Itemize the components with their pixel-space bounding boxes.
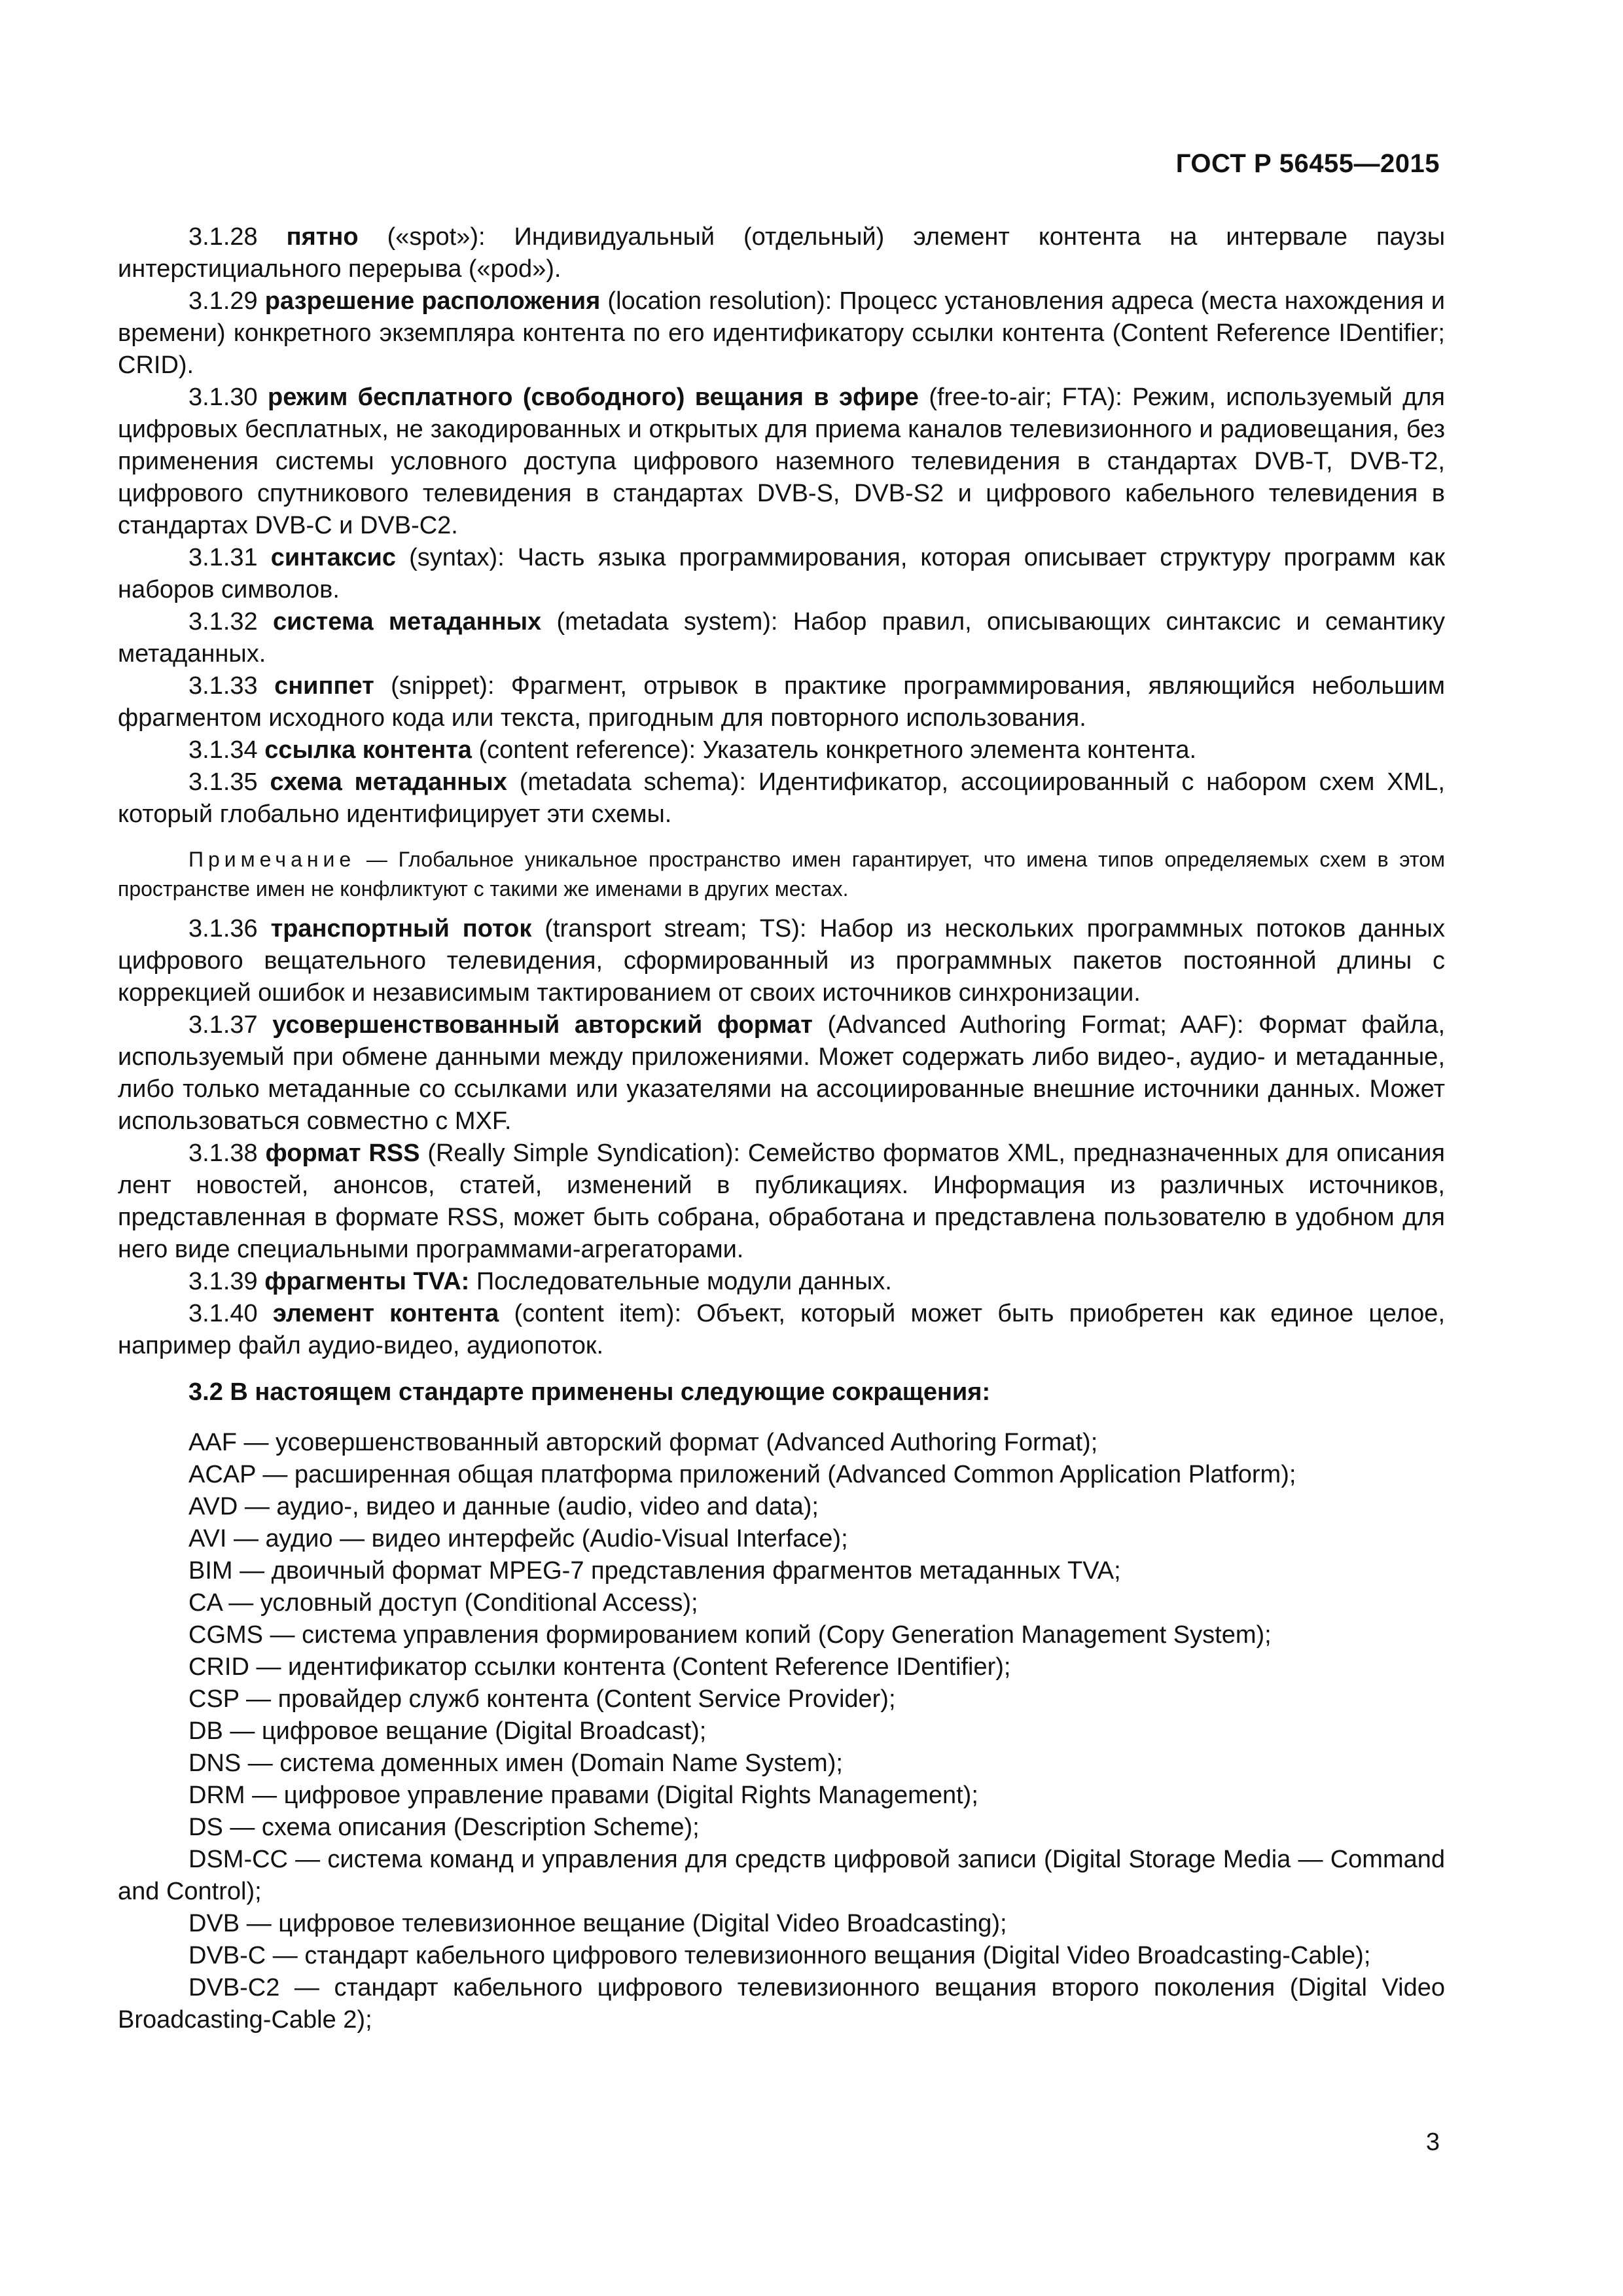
definition-3-1-30 [118,382,1445,542]
definition-number: 3.1.40 [188,1300,258,1327]
standard-code-header: ГОСТ Р 56455—2015 [1175,149,1440,178]
definition-3-1-38 [118,1138,1445,1266]
definition-number: 3.1.38 [188,1139,258,1167]
definition-term: режим бесплатного (свободного) вещания в эфире [268,384,919,411]
definition-3-1-36 [118,913,1445,1009]
definition-term: пятно [286,223,359,251]
definition-number: 3.1.39 [188,1268,258,1295]
abbreviation-item: DVB-C2 — стандарт кабельного цифрового телевизионного вещания второго поколения (Digital Video Broadcasting-Cable 2); [118,1974,1445,2034]
definition-text: (free-to-air; FTA): Режим, используемый для цифровых бесплатных, не закодированных и открытых для приема каналов телевизионного и радиовещания, без применения системы условного доступа цифрового наземного телевидения в стандартах DVB-T, DVB-T2, цифрового спутникового телевидения в стандартах DVB-S, DVB-S2 и цифрового кабельного телевидения в стандартах DVB-C и DVB-C2. [118,384,1446,539]
abbreviation-item: AVD — аудио-, видео и данные (audio, video and data); [188,1493,819,1520]
note-label: Примечание [188,848,356,871]
definition-text: (location resolution): Процесс установления адреса (места нахождения и времени) конкретного экземпляра контента по его идентификатору ссылки контента (Content Reference IDentifier; CRID). [118,287,1445,379]
abbreviation-item: CSP — провайдер служб контента (Content Service Provider); [188,1685,896,1713]
definition-3-1-39 [118,1266,1445,1298]
definition-number: 3.1.35 [188,768,258,796]
definition-3-1-37 [118,1009,1445,1138]
definition-term: схема метаданных [270,768,507,796]
abbreviation-item: ACAP — расширенная общая платформа приложений (Advanced Common Application Platform); [188,1461,1296,1488]
abbreviation-item: DVB — цифровое телевизионное вещание (Digital Video Broadcasting); [188,1910,1007,1937]
note [118,845,1445,904]
abbreviation-item: AAF — усовершенствованный авторский формат (Advanced Authoring Format); [188,1429,1098,1456]
definition-term: разрешение расположения [264,287,601,315]
definition-number: 3.1.36 [188,915,258,942]
definition-3-1-28 [118,221,1445,285]
note-text: — Глобальное уникальное пространство имен гарантирует, что имена типов определяемых схем в этом пространстве имен не конфликтуют с такими же именами в других местах. [118,848,1445,901]
definition-number: 3.1.30 [188,384,258,411]
definition-3-1-32 [118,606,1445,670]
definition-text: (syntax): Часть языка программирования, которая описывает структуру программ как наборов символов. [118,544,1446,603]
definition-term: фрагменты TVA: [264,1268,470,1295]
definition-term: система метаданных [272,608,542,636]
abbreviation-item: DS — схема описания (Description Scheme); [188,1814,700,1841]
page-number: 3 [1425,2128,1440,2156]
abbreviation-item: CA — условный доступ (Conditional Access); [188,1589,698,1617]
definition-term: усовершенствованный авторский формат [272,1011,813,1039]
definition-text: (metadata schema): Идентификатор, ассоциированный с набором схем XML, который глобально идентифицирует эти схемы. [118,768,1445,828]
definition-number: 3.1.33 [188,672,258,700]
definition-term: синтаксис [270,544,397,571]
page-body [118,221,1445,2036]
abbreviation-item: DNS — система доменных имен (Domain Name System); [188,1749,843,1777]
definition-3-1-34 [118,734,1445,766]
section-heading: 3.2 В настоящем стандарте применены следующие сокращения: [188,1378,991,1406]
abbreviation-item: AVI — аудио — видео интерфейс (Audio-Visual Interface); [188,1525,848,1552]
definition-text: (metadata system): Набор правил, описывающих синтаксис и семантику метаданных. [118,608,1446,668]
definition-number: 3.1.28 [188,223,258,251]
abbreviation-item: CGMS — система управления формированием копий (Copy Generation Management System); [188,1621,1272,1649]
definition-3-1-31 [118,542,1445,606]
definition-3-1-33 [118,670,1445,734]
abbreviation-item: DB — цифровое вещание (Digital Broadcast); [188,1717,707,1745]
definition-number: 3.1.31 [188,544,258,571]
abbreviation-item: CRID — идентификатор ссылки контента (Content Reference IDentifier); [188,1653,1011,1681]
definition-3-1-40 [118,1298,1445,1362]
definition-3-1-29 [118,285,1445,382]
definition-text: (transport stream; TS): Набор из нескольких программных потоков данных цифрового вещательного телевидения, сформированный из программных пакетов постоянной длины с коррекцией ошибок и независимым тактированием от своих источников синхронизации. [118,915,1445,1007]
definition-number: 3.1.32 [188,608,258,636]
definition-text: («spot»): Индивидуальный (отдельный) элемент контента на интервале паузы интерстициального перерыва («pod»). [118,223,1446,283]
abbreviation-item: BIM — двоичный формат MPEG-7 представления фрагментов метаданных TVA; [188,1557,1121,1585]
definition-3-1-35 [118,766,1445,831]
definition-text: Последовательные модули данных. [469,1268,892,1295]
abbreviation-item: DRM — цифровое управление правами (Digital Rights Management); [188,1782,978,1809]
abbreviation-item: DSM-CC — система команд и управления для средств цифровой записи (Digital Storage Media — Command and Control); [118,1846,1445,1905]
definition-text: (content reference): Указатель конкретного элемента контента. [471,736,1197,764]
definition-number: 3.1.37 [188,1011,258,1039]
definition-text: (Advanced Authoring Format; AAF): Формат файла, используемый при обмене данными между приложениями. Может содержать либо видео-, аудио- и метаданные, либо только метаданные со ссылками или указателями на ассоциированные внешние источники данных. Может использоваться совместно с MXF. [118,1011,1446,1135]
definition-text: (Really Simple Syndication): Семейство форматов XML, предназначенных для описания лент новостей, анонсов, статей, изменений в публикациях. Информация из различных источников, представленная в формате RSS, может быть собрана, обработана и представлена пользователю в удобном для него виде специальными программами-агрегаторами. [118,1139,1445,1263]
definition-text: (snippet): Фрагмент, отрывок в практике программирования, являющийся небольшим фрагментом исходного кода или текста, пригодным для повторного использования. [118,672,1446,732]
abbreviation-item: DVB-C — стандарт кабельного цифрового телевизионного вещания (Digital Video Broadcasting-Cable); [188,1942,1371,1969]
definition-term: сниппет [274,672,374,700]
definition-number: 3.1.34 [188,736,258,764]
definition-term: ссылка контента [264,736,472,764]
definition-text: (content item): Объект, который может быть приобретен как единое целое, например файл аудио-видео, аудиопоток. [118,1300,1446,1359]
definition-term: элемент контента [272,1300,499,1327]
definition-term: транспортный поток [270,915,532,942]
definition-term: формат RSS [265,1139,420,1167]
definition-number: 3.1.29 [188,287,258,315]
